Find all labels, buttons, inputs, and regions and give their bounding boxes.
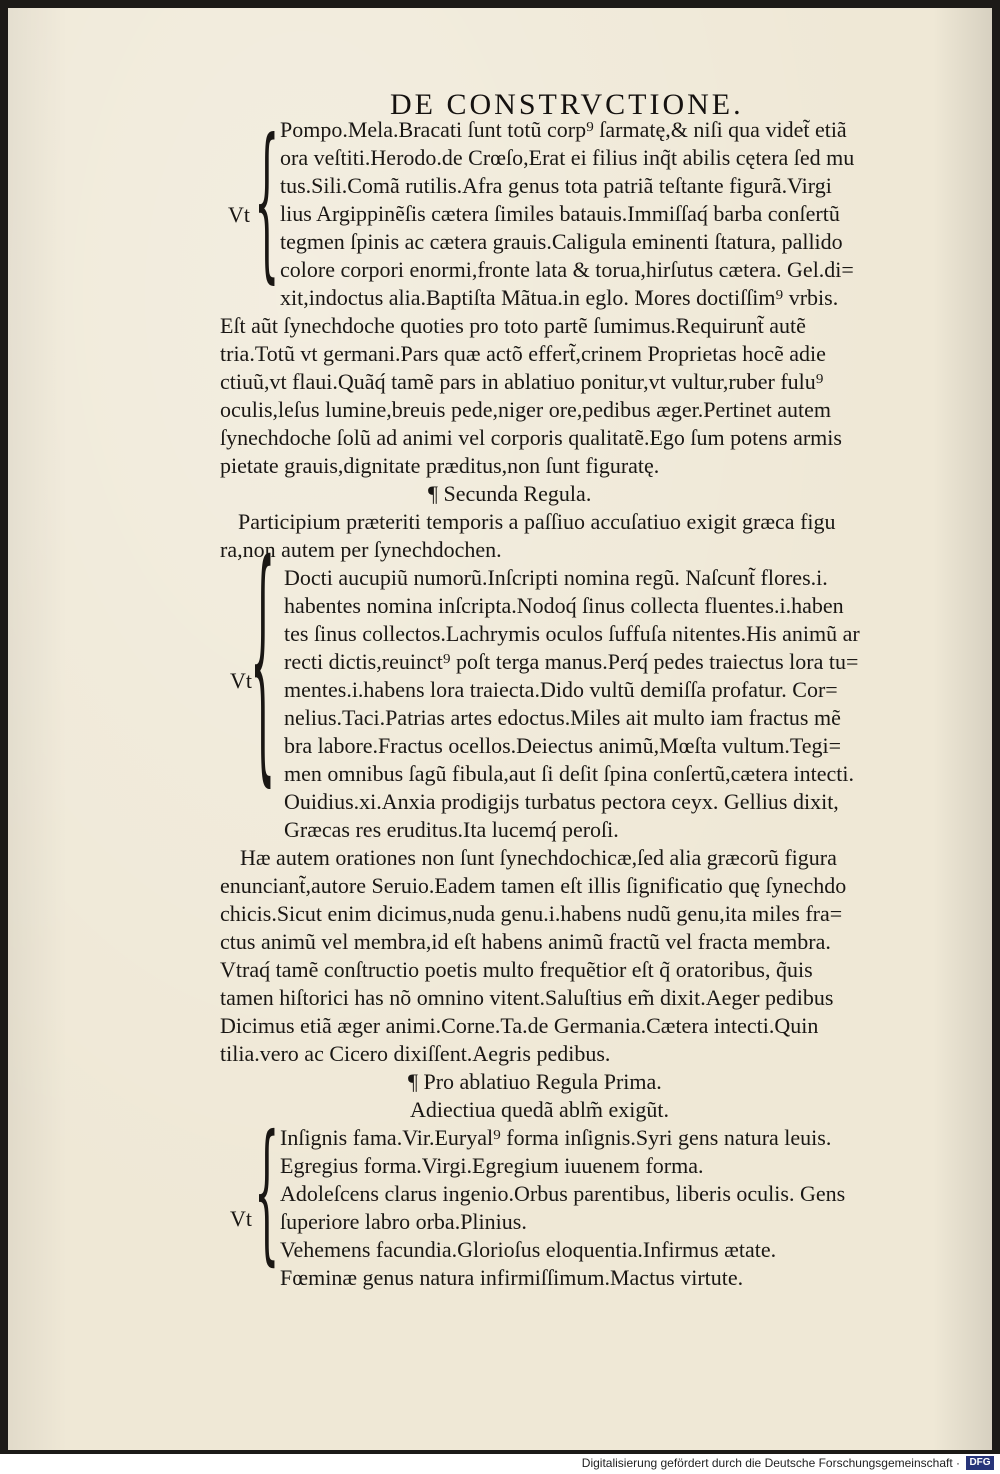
text-line: Dicimus etiã æger animi.Corne.Ta.de Germania.Cætera intecti.Quin	[220, 1013, 819, 1038]
text-line: xit,indoctus alia.Baptiſta Mãtua.in eglo. Mores doctiſſim⁹ vrbis.	[280, 285, 839, 310]
text-line: Adoleſcens clarus ingenio.Orbus parentibus, liberis oculis. Gens	[280, 1181, 846, 1206]
text-line: Egregius forma.Virgi.Egregium iuuenem forma.	[280, 1153, 704, 1178]
text-line: bra labore.Fractus ocellos.Deiectus animũ,Mœſta vultum.Tegi=	[284, 733, 842, 758]
rule-heading: ¶ Secunda Regula.	[428, 481, 592, 506]
text-line: recti dictis,reuinct⁹ poſt terga manus.Perq́ pedes traiectus lora tu=	[284, 649, 859, 674]
brace-2: {	[250, 516, 276, 812]
text-line: tus.Sili.Comã rutilis.Afra genus tota patriã teſtante figurã.Virgi	[280, 173, 832, 198]
text-line: enunciant̃,autore Seruio.Eadem tamen eſt illis ſignificatio quę ſynechdo	[220, 873, 847, 898]
text-line: ctus animũ vel membra,id eſt habens animũ fractũ vel fracta membra.	[220, 929, 831, 954]
text-line: chicis.Sicut enim dicimus,nuda genu.i.habens nudũ genu,ita miles fra=	[220, 901, 843, 926]
ut-label-1: Vt	[228, 202, 250, 227]
rule-subheading: Adiectiua quedã ablm̃ exigũt.	[410, 1097, 670, 1122]
page-heading: DE CONSTRVCTIONE.	[390, 88, 744, 121]
text-line: Pompo.Mela.Bracati ſunt totũ corp⁹ ſarmatę,& niſi qua videt̃ etiã	[280, 117, 847, 142]
text-line: men omnibus ſagũ fibula,aut ſi deſit ſpina conſertũ,cætera intecti.	[284, 761, 855, 786]
funding-notice: Digitalisierung gefördert durch die Deutsche Forschungsgemeinschaft ·	[581, 1456, 960, 1470]
text-line: Vehemens facundia.Glorioſus eloquentia.Infirmus ætate.	[280, 1237, 777, 1262]
text-line: ctiuũ,vt flaui.Quãq́ tamẽ pars in ablatiuo ponitur,vt vultur,ruber fulu⁹	[220, 369, 824, 394]
brace-3: {	[254, 1106, 280, 1282]
text-line: Vtraq́ tamẽ conſtructio poetis multo frequẽtior eſt q̃ oratoribus, q̃uis	[220, 957, 813, 982]
rule-heading: ¶ Pro ablatiuo Regula Prima.	[408, 1069, 662, 1094]
ut-label-2: Vt	[230, 668, 252, 693]
text-line: ra,non autem per ſynechdochen.	[220, 537, 502, 562]
text-line: tegmen ſpinis ac cætera grauis.Caligula eminenti ſtatura, pallido	[280, 229, 843, 254]
text-line: ſuperiore labro orba.Plinius.	[280, 1209, 527, 1234]
text-line: oculis,leſus lumine,breuis pede,niger ore,pedibus æger.Pertinet autem	[220, 397, 831, 422]
text-line: pietate grauis,dignitate præditus,non ſunt figuratę.	[220, 453, 660, 478]
text-line: Fœminæ genus natura infirmiſſimum.Mactus virtute.	[280, 1265, 744, 1290]
text-line: Hæ autem orationes non ſunt ſynechdochicæ,ſed alia græcorũ figura	[240, 845, 837, 870]
text-line: Participium præteriti temporis a paſſiuo accuſatiuo exigit græca figu	[238, 509, 836, 534]
text-line: tes ſinus collectos.Lachrymis oculos ſuffuſa nitentes.His animũ ar	[284, 621, 860, 646]
brace-1: {	[254, 107, 280, 301]
text-line: Docti aucupiũ numorũ.Inſcripti nomina regũ. Naſcunt̃ flores.i.	[284, 565, 828, 590]
text-line: nelius.Taci.Patrias artes edoctus.Miles ait multo iam fractus mẽ	[284, 705, 841, 730]
text-line: ſynechdoche ſolũ ad animi vel corporis qualitatẽ.Ego ſum potens armis	[220, 425, 842, 450]
book-page	[8, 8, 992, 1450]
text-line: ora veſtiti.Herodo.de Crœſo,Erat ei filius inq̃t abilis cętera ſed mu	[280, 145, 855, 170]
text-line: tamen hiſtorici has nõ omnino vitent.Saluſtius em̃ dixit.Aeger pedibus	[220, 985, 834, 1010]
text-line: Inſignis fama.Vir.Euryal⁹ forma inſignis.Syri gens natura leuis.	[280, 1125, 832, 1150]
text-line: tria.Totũ vt germani.Pars quæ actõ effert̃,crinem Proprietas hocẽ adie	[220, 341, 826, 366]
text-line: Ouidius.xi.Anxia prodigijs turbatus pectora ceyx. Gellius dixit,	[284, 789, 839, 814]
ut-label-3: Vt	[230, 1206, 252, 1231]
text-line: colore corpori enormi,fronte lata & torua,hirſutus cætera. Gel.di=	[280, 257, 854, 282]
text-line: mentes.i.habens lora traiecta.Dido vultũ demiſſa profatur. Cor=	[284, 677, 838, 702]
footer-bar	[0, 1454, 1000, 1474]
dfg-logo: DFG	[966, 1456, 994, 1470]
text-line: Eſt aũt ſynechdoche quoties pro toto partẽ ſumimus.Requirunt̃ autẽ	[220, 313, 806, 338]
text-line: lius Argippinẽſis cætera ſimiles batauis.Immiſſaq́ barba conſertũ	[280, 201, 840, 226]
text-line: tilia.vero ac Cicero dixiſſent.Aegris pedibus.	[220, 1041, 611, 1066]
text-line: habentes nomina inſcripta.Nodoq́ ſinus collecta fluentes.i.haben	[284, 593, 844, 618]
text-line: Græcas res eruditus.Ita lucemq́ peroſi.	[284, 817, 619, 842]
